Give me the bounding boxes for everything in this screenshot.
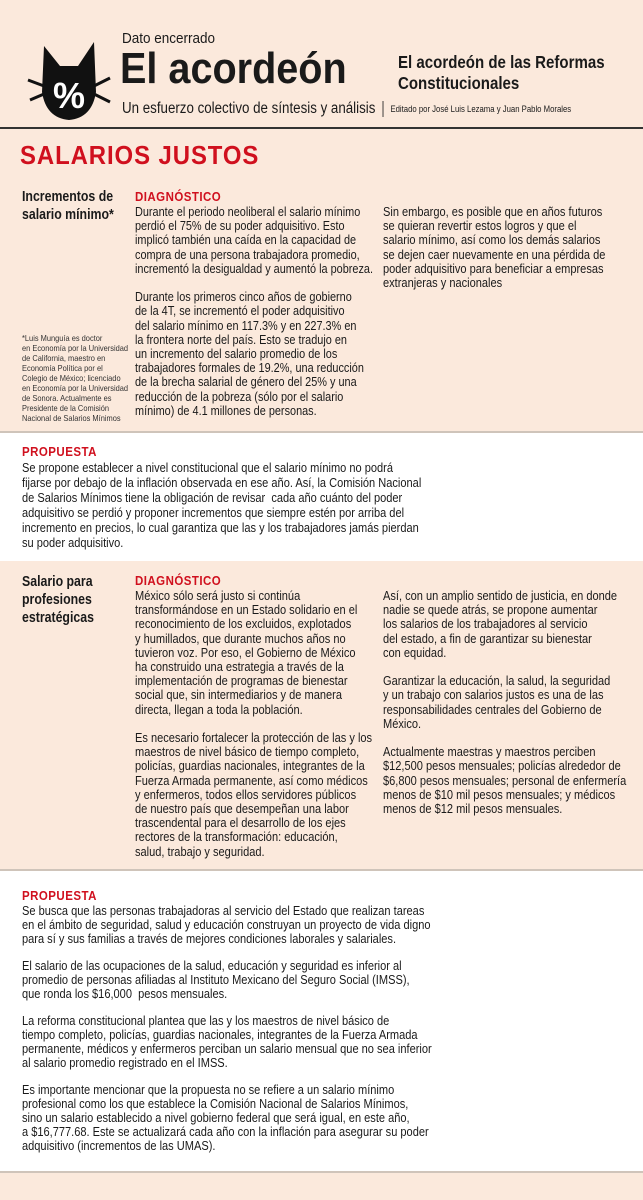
section2-diagnostic-heading: DIAGNÓSTICO — [135, 574, 222, 588]
section2-col2: Así, con un amplio sentido de justicia, en donde nadie se quede atrás, se propone aumentar los salarios de los trabajadores al servicio del estado, a fin de garantizar su bienestar con equidad. Garantizar la educación, la salud, la seguridad y un trabajo con salarios justos es una de las responsabilidades centrales del Gobierno de México. Actualmente maestras y maestros perciben $12,500 pesos mensuales; policías alrededor de $6,800 pesos mensuales; personal de enfermería menos de $10 mil pesos mensuales; y médicos menos de $12 mil pesos mensuales. — [383, 588, 627, 817]
header-rule — [0, 127, 643, 129]
header-subtitle: Un esfuerzo colectivo de síntesis y análisis — [122, 100, 376, 117]
divider — [0, 1171, 643, 1173]
header-kicker: Dato encerrado — [122, 30, 216, 47]
section1-footnote: *Luis Munguía es doctor en Economía por la Universidad de California, maestro en Economía Política por el Colegio de México; licenciado en Economía por la Universidad de Sonora. Actualmente es Presidente de la Comisión Nacional de Salarios Mínimos — [22, 333, 129, 423]
page-title: SALARIOS JUSTOS — [20, 140, 260, 170]
section1-col1: Durante el periodo neoliberal el salario mínimo perdió el 75% de su poder adquisitivo. Esto implicó también una caída en la capacidad de compra de una persona trabajadora promedio, incrementó la desigualdad y aumentó la pobreza. Durante los primeros cinco años de gobierno de la 4T, se incrementó el poder adquisitivo del salario mínimo en 117.3% y en 227.3% en la frontera norte del país. Esto se tradujo en un incremento del salario promedio de los trabajadores formales de 19.2%, una reducción de la brecha salarial de género del 25% y una reducción de la pobreza (sólo por el salario mínimo) de 4.1 millones de personas. — [135, 204, 374, 418]
header-editors: Editado por José Luis Lezama y Juan Pablo Morales — [390, 104, 572, 114]
header-title: El acordeón — [120, 44, 347, 93]
section1-side-label: Incrementos de salario mínimo* — [22, 189, 114, 223]
header-subline — [122, 100, 571, 118]
section1-proposal-heading: PROPUESTA — [22, 445, 97, 459]
section2-col1: México sólo será justo si continúa transformándose en un Estado solidario en el reconocimiento de los excluidos, explotados y humillados, que durante muchos años no tuvieron voz. Por eso, el Gobierno de México ha construido una estrategia a través de la implementación de programas de bienestar social que, sin intermediarios y de manera directa, llegan a toda la población. Es necesario fortalecer la protección de las y los maestros de nivel básico de tiempo completo, policías, guardias nacionales, integrantes de la Fuerza Armada permanente, así como médicos y enfermeros, todos ellos servidores públicos de nuestro país que desempeñan una labor trascendental para el desarrollo de los ejes rectores de la transformación: educación, salud, trabajo y seguridad. — [135, 588, 373, 859]
series-title: El acordeón de las Reformas Constitucionales — [398, 52, 605, 93]
cat-logo-icon — [26, 32, 112, 124]
section1-diagnostic-heading: DIAGNÓSTICO — [135, 190, 222, 204]
section2-side-label: Salario para profesiones estratégicas — [22, 574, 94, 626]
svg-text:%: % — [52, 75, 86, 116]
section2-proposal-heading: PROPUESTA — [22, 889, 97, 903]
section1-proposal: Se propone establecer a nivel constitucional que el salario mínimo no podrá fijarse por debajo de la inflación observada en ese año. Así, la Comisión Nacional de Salarios Mínimos tiene la obligación de revisar cada año cuánto del poder adquisitivo se perdió y proponer incrementos que siempre estén por arriba del incremento en precios, lo cual garantiza que las y los trabajadores jamás pierdan su poder adquisitivo. — [22, 460, 422, 550]
section1-col2: Sin embargo, es posible que en años futuros se quieran revertir estos logros y que el salario mínimo, así como los demás salarios se dejen caer nuevamente en una pérdida de poder adquisitivo para beneficiar a empresas extranjeras y nacionales — [383, 204, 606, 291]
divider — [382, 101, 383, 117]
section2-proposal: Se busca que las personas trabajadoras al servicio del Estado que realizan tareas en el ámbito de seguridad, salud y educación construyan un proyecto de vida digno para sí y sus familias a través de mejores condiciones laborales y salariales. El salario de las ocupaciones de la salud, educación y seguridad es inferior al promedio de personas afiliadas al Instituto Mexicano del Seguro Social (IMSS), que ronda los $16,000 pesos mensuales. La reforma constitucional plantea que las y los maestros de nivel básico de tiempo completo, policías, guardias nacionales, integrantes de la Fuerza Armada permanente, médicos y enfermeros perciban un salario mensual que no sea inferior al salario promedio registrado en el IMSS. Es importante mencionar que la propuesta no se refiere a un salario mínimo profesional como los que establece la Comisión Nacional de Salarios Mínimos, sino un salario establecido a nivel gobierno federal que será igual, en este año, a $16,777.68. Este se actualizará cada año con la inflación para asegurar su poder adquisitivo (incrementos de las UMAS). — [22, 903, 432, 1153]
